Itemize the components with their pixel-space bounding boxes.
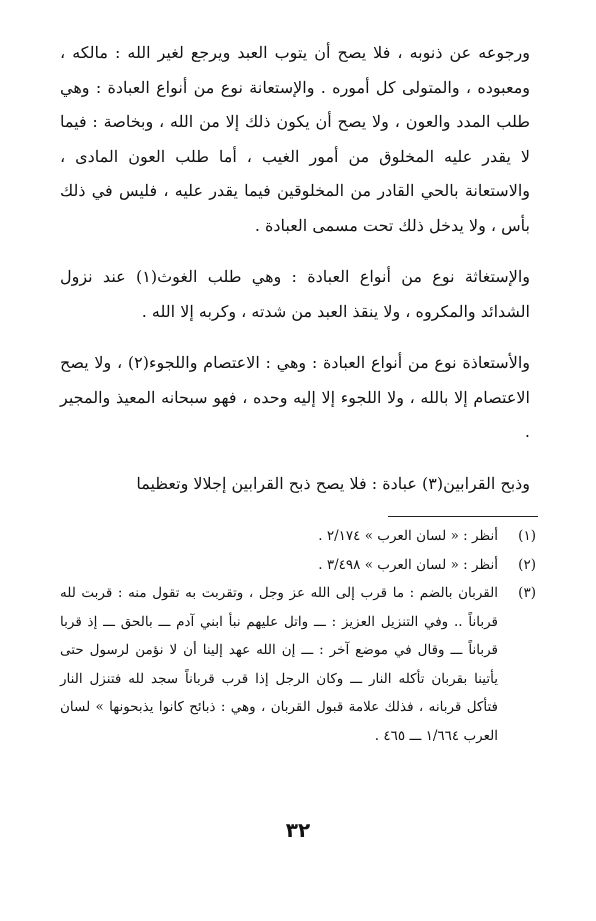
footnote-item <box>60 579 536 750</box>
footnote-item <box>60 522 536 551</box>
footnote-number: (٢) <box>518 556 536 573</box>
footnotes <box>60 522 536 750</box>
footnote-text: أنظر : « لسان العرب » ٢/١٧٤ . <box>318 528 498 544</box>
footnote-number: (٣) <box>518 585 536 601</box>
footnote-text: أنظر : « لسان العرب » ٣/٤٩٨ . <box>318 556 498 573</box>
footnote-text: القربان بالضم : ما قرب إلى الله عز وجل ، وتقربت به تقول منه : قربت لله قرباناً .. وفي التنزيل العزيز : ـــ واتل عليهم نبأ ابني آدم ـــ بالحق ـــ إذ قربا قرباناً ـــ وقال في موضع آخر : ـــ إن الله عهد إلينا أن لا نؤمن لرسول حتى يأتينا بقربان تأكله النار ـــ وكان الرجل إذا قرب قرباناً سجد لله فتنزل النار فتأكل قربانه ، فذلك علامة قبول القربان ، وهي : ذبائح كانوا يذبحونها » لسان العرب ١/٦٦٤ ـــ ٤٦٥ . <box>60 585 498 744</box>
paragraph-istighatha: والإستغاثة نوع من أنواع العبادة : وهي طلب الغوث(١) عند نزول الشدائد والمكروه ، ولا ينقذ العبد من شدته ، وكربه إلا الله . <box>60 267 530 321</box>
footnote-divider <box>388 516 538 517</box>
paragraph-istiadha: والأستعاذة نوع من أنواع العبادة : وهي : الاعتصام واللجوء(٢) ، ولا يصح الاعتصام إلا بالله ، ولا اللجوء إلا إليه وحده ، فهو سبحانه المعيذ والمجير . <box>60 353 531 441</box>
main-text <box>60 36 530 501</box>
paragraph-istiana: ورجوعه عن ذنوبه ، فلا يصح أن يتوب العبد ويرجع لغير الله : مالكه ، ومعبوده ، والمتولى كل أموره . والإستعانة نوع من أنواع العبادة : وهي طلب المدد والعون ، ولا يصح أن يكون ذلك إلا من الله ، وبخاصة : فيما لا يقدر عليه المخلوق من أمور الغيب ، أما طلب العون المادى ، والاستعانة بالحي القادر من المخلوقين فيما يقدر عليه ، فليس في ذلك بأس ، ولا يدخل ذلك تحت مسمى العبادة . <box>60 43 531 235</box>
paragraph-qurban: وذبح القرابين(٣) عبادة : فلا يصح ذبح القرابين إجلالا وتعظيما <box>136 473 530 493</box>
footnote-number: (١) <box>518 528 536 544</box>
footnote-item <box>60 551 536 580</box>
page-number: ٣٢ <box>285 818 311 842</box>
